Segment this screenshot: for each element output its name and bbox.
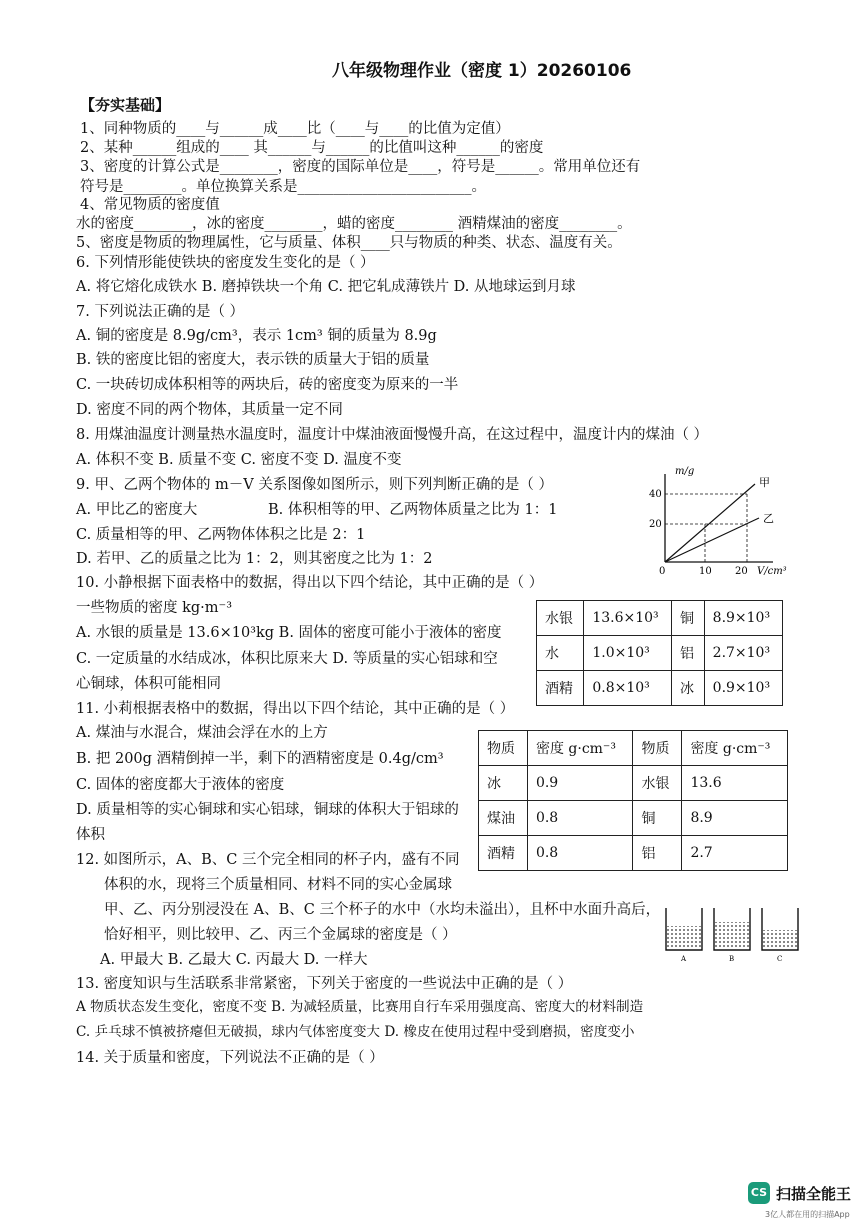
question-line: A. 将它熔化成铁水 B. 磨掉铁块一个角 C. 把它轧成薄铁片 D. 从地球运到月球 [76, 279, 576, 295]
question-line: A. 甲比乙的密度大 [76, 502, 198, 518]
cup-c [762, 908, 798, 950]
x-tick-label: 20 [735, 566, 748, 577]
series-jia-line [665, 484, 755, 562]
question-line: 9. 甲、乙两个物体的 m－V 关系图像如图所示，则下列判断正确的是（ ） [76, 477, 553, 493]
table-row: 水银 13.6×10³ 铜 8.9×10³ [537, 601, 783, 636]
cup-a [666, 908, 702, 950]
question-line: 心铜球，体积可能相同 [76, 676, 221, 692]
question-line: 12. 如图所示，A、B、C 三个完全相同的杯子内，盛有不同 [76, 852, 460, 868]
question-line: A. 水银的质量是 13.6×10³kg B. 固体的密度可能小于液体的密度 [76, 625, 502, 641]
question-line: 11. 小莉根据表格中的数据，得出以下四个结论，其中正确的是（ ） [76, 701, 515, 717]
scanner-app-tagline: 3亿人都在用的扫描App [765, 1210, 850, 1219]
question-line: 8. 用煤油温度计测量热水温度时，温度计中煤油液面慢慢升高，在这过程中，温度计内的煤油（ ） [76, 427, 709, 443]
question-line: C. 质量相等的甲、乙两物体体积之比是 2：1 [76, 527, 366, 543]
density-table-q11 [478, 730, 788, 871]
y-tick-label: 40 [649, 489, 662, 500]
y-tick-label: 20 [649, 519, 662, 530]
question-line: C. 固体的密度都大于液体的密度 [76, 777, 285, 793]
cup-label: B [729, 955, 735, 963]
cup-label: C [777, 955, 783, 963]
question-line: 6. 下列情形能使铁块的密度发生变化的是（ ） [76, 255, 375, 271]
section-heading: 【夯实基础】 [80, 96, 171, 114]
question-line: A 物质状态发生变化，密度不变 B. 为减轻质量，比赛用自行车采用强度高、密度大的材料制造 [76, 999, 644, 1015]
three-cups-figure [662, 904, 802, 964]
question-line: 7. 下列说法正确的是（ ） [76, 304, 245, 320]
question-line: 4、常见物质的密度值 [80, 197, 220, 213]
question-line: 10. 小静根据下面表格中的数据，得出以下四个结论，其中正确的是（ ） [76, 575, 544, 591]
question-line: 甲、乙、丙分别浸没在 A、B、C 三个杯子的水中（水均未溢出），且杯中水面升高后， [104, 902, 661, 918]
x-axis-label: V/cm³ [757, 566, 787, 577]
series-yi-label: 乙 [763, 512, 774, 525]
x-tick-label: 10 [699, 566, 712, 577]
question-line: C. 一块砖切成体积相等的两块后，砖的密度变为原来的一半 [76, 377, 459, 393]
table-row: 煤油 0.8 铜 8.9 [479, 801, 788, 836]
cup-b [714, 908, 750, 950]
question-line: B. 铁的密度比铝的密度大，表示铁的质量大于铝的质量 [76, 352, 430, 368]
table-caption: 一些物质的密度 kg·m⁻³ [76, 600, 233, 616]
density-table-q10 [536, 600, 783, 706]
question-line: 符号是________。单位换算关系是________________________。 [80, 179, 486, 195]
page-title: 八年级物理作业（密度 1）20260106 [332, 61, 632, 81]
question-line: A. 煤油与水混合，煤油会浮在水的上方 [76, 725, 328, 741]
question-line: 体积 [76, 827, 105, 843]
question-line: 14. 关于质量和密度，下列说法不正确的是（ ） [76, 1050, 384, 1066]
question-line: 13. 密度知识与生活联系非常紧密，下列关于密度的一些说法中正确的是（ ） [76, 976, 573, 992]
question-line: 1、同种物质的____与______成____比（____与____的比值为定值） [80, 121, 510, 137]
question-line: D. 密度不同的两个物体，其质量一定不同 [76, 402, 343, 418]
question-line: 2、某种______组成的____ 其______与______的比值叫这种______的密度 [80, 140, 544, 156]
series-yi-line [665, 518, 759, 562]
scanner-app-name: 扫描全能王 [776, 1185, 852, 1203]
cup-label: A [681, 955, 687, 963]
table-row: 物质 密度 g·cm⁻³ 物质 密度 g·cm⁻³ [479, 731, 788, 766]
question-line: 恰好相平，则比较甲、乙、丙三个金属球的密度是（ ） [104, 927, 457, 943]
question-line: B. 把 200g 酒精倒掉一半，剩下的酒精密度是 0.4g/cm³ [76, 751, 444, 767]
question-line: 体积的水，现将三个质量相同、材料不同的实心金属球 [104, 877, 452, 893]
question-line: 3、密度的计算公式是________，密度的国际单位是____，符号是______。常用单位还有 [80, 159, 641, 175]
origin-label: 0 [659, 566, 666, 577]
question-line: C. 一定质量的水结成冰，体积比原来大 D. 等质量的实心铝球和空 [76, 651, 498, 667]
table-row: 酒精 0.8 铝 2.7 [479, 836, 788, 871]
question-line: 5、密度是物质的物理属性，它与质量、体积____只与物质的种类、状态、温度有关。 [76, 235, 622, 251]
question-line: B. 体积相等的甲、乙两物体质量之比为 1：1 [268, 502, 558, 518]
question-line: C. 乒乓球不慎被挤瘪但无破损，球内气体密度变大 D. 橡皮在使用过程中受到磨损，密度变小 [76, 1024, 635, 1040]
table-row: 水 1.0×10³ 铝 2.7×10³ [537, 636, 783, 671]
question-line: A. 铜的密度是 8.9g/cm³，表示 1cm³ 铜的质量为 8.9g [76, 328, 437, 344]
mass-volume-graph [649, 462, 790, 582]
scanner-logo-icon: CS [748, 1182, 770, 1204]
question-line: D. 若甲、乙的质量之比为 1：2，则其密度之比为 1：2 [76, 551, 433, 567]
question-line: A. 体积不变 B. 质量不变 C. 密度不变 D. 温度不变 [76, 452, 402, 468]
question-line: 水的密度________，冰的密度________，蜡的密度________ 酒精煤油的密度________。 [76, 216, 632, 232]
y-axis-label: m/g [675, 466, 695, 477]
question-line: D. 质量相等的实心铜球和实心铝球，铜球的体积大于铝球的 [76, 802, 459, 818]
table-row: 酒精 0.8×10³ 冰 0.9×10³ [537, 671, 783, 706]
series-jia-label: 甲 [759, 476, 770, 489]
question-line: A. 甲最大 B. 乙最大 C. 丙最大 D. 一样大 [100, 952, 368, 968]
table-row: 冰 0.9 水银 13.6 [479, 766, 788, 801]
